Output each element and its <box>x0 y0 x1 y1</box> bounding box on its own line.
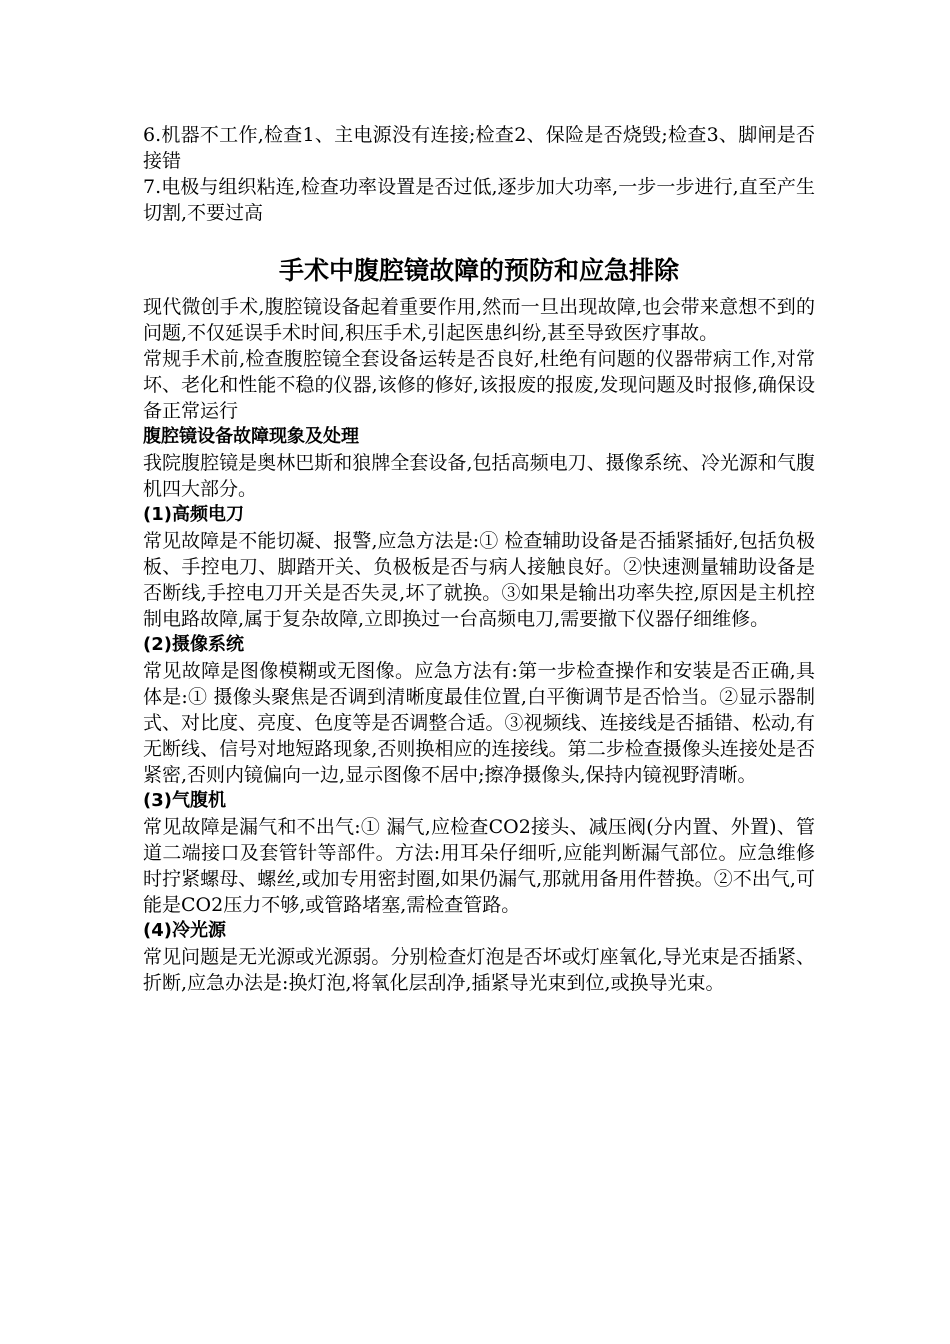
item-text-camera-system: 常见故障是图像模糊或无图像。应急方法有:第一步检查操作和安装是否正确,具体是:① 摄像头聚焦是否调到清晰度最佳位置,白平衡调节是否恰当。②显示器制式、对比度、亮度、色度等是否调整合适。③视频线、连接线是否插错、松动,有无断线、信号对地短路现象,否则换相应的连接线。第二步检查摄像头连接处是否紧密,否则内镜偏向一边,显示图像不居中;擦净摄像头,保持内镜视野清晰。 <box>143 660 815 786</box>
paragraph-intro: 现代微创手术,腹腔镜设备起着重要作用,然而一旦出现故障,也会带来意想不到的问题,不仅延误手术时间,积压手术,引起医患纠纷,甚至导致医疗事故。 <box>143 296 815 344</box>
item-heading-cold-light-source: (4)冷光源 <box>143 920 226 941</box>
intro-item-7: 7.电极与组织粘连,检查功率设置是否过低,逐步加大功率,一步一步进行,直至产生切割,不要过高 <box>143 176 815 224</box>
item-heading-camera-system: (2)摄像系统 <box>143 634 244 655</box>
item-text-electrosurgical: 常见故障是不能切凝、报警,应急方法是:① 检查辅助设备是否插紧插好,包括负极板、手控电刀、脚踏开关、负极板是否与病人接触良好。②快速测量辅助设备是否断线,手控电刀开关是否失灵,坏了就换。③如果是输出功率失控,原因是主机控制电路故障,属于复杂故障,立即换过一台高频电刀,需要撤下仪器仔细维修。 <box>143 530 815 630</box>
section-heading: 腹腔镜设备故障现象及处理 <box>143 426 359 447</box>
document-page <box>143 122 815 996</box>
item-heading-electrosurgical: (1)高频电刀 <box>143 504 244 525</box>
item-heading-insufflator: (3)气腹机 <box>143 790 226 811</box>
intro-item-6: 6.机器不工作,检查1、主电源没有连接;检查2、保险是否烧毁;检查3、脚闸是否接错 <box>143 124 815 172</box>
item-text-insufflator: 常见故障是漏气和不出气:① 漏气,应检查CO2接头、减压阀(分内置、外置)、管道二端接口及套管针等部件。方法:用耳朵仔细听,应能判断漏气部位。应急维修时拧紧螺母、螺丝,或加专用密封圈,如果仍漏气,那就用备用件替换。②不出气,可能是CO2压力不够,或管路堵塞,需检查管路。 <box>143 816 815 916</box>
article-title: 手术中腹腔镜故障的预防和应急排除 <box>278 256 679 285</box>
paragraph-routine-check: 常规手术前,检查腹腔镜全套设备运转是否良好,杜绝有问题的仪器带病工作,对常坏、老化和性能不稳的仪器,该修的修好,该报废的报废,发现问题及时报修,确保设备正常运行 <box>143 348 815 422</box>
item-text-cold-light-source: 常见问题是无光源或光源弱。分别检查灯泡是否坏或灯座氧化,导光束是否插紧、折断,应急办法是:换灯泡,将氧化层刮净,插紧导光束到位,或换导光束。 <box>143 946 815 994</box>
section-intro: 我院腹腔镜是奥林巴斯和狼牌全套设备,包括高频电刀、摄像系统、冷光源和气腹机四大部分。 <box>143 452 815 500</box>
